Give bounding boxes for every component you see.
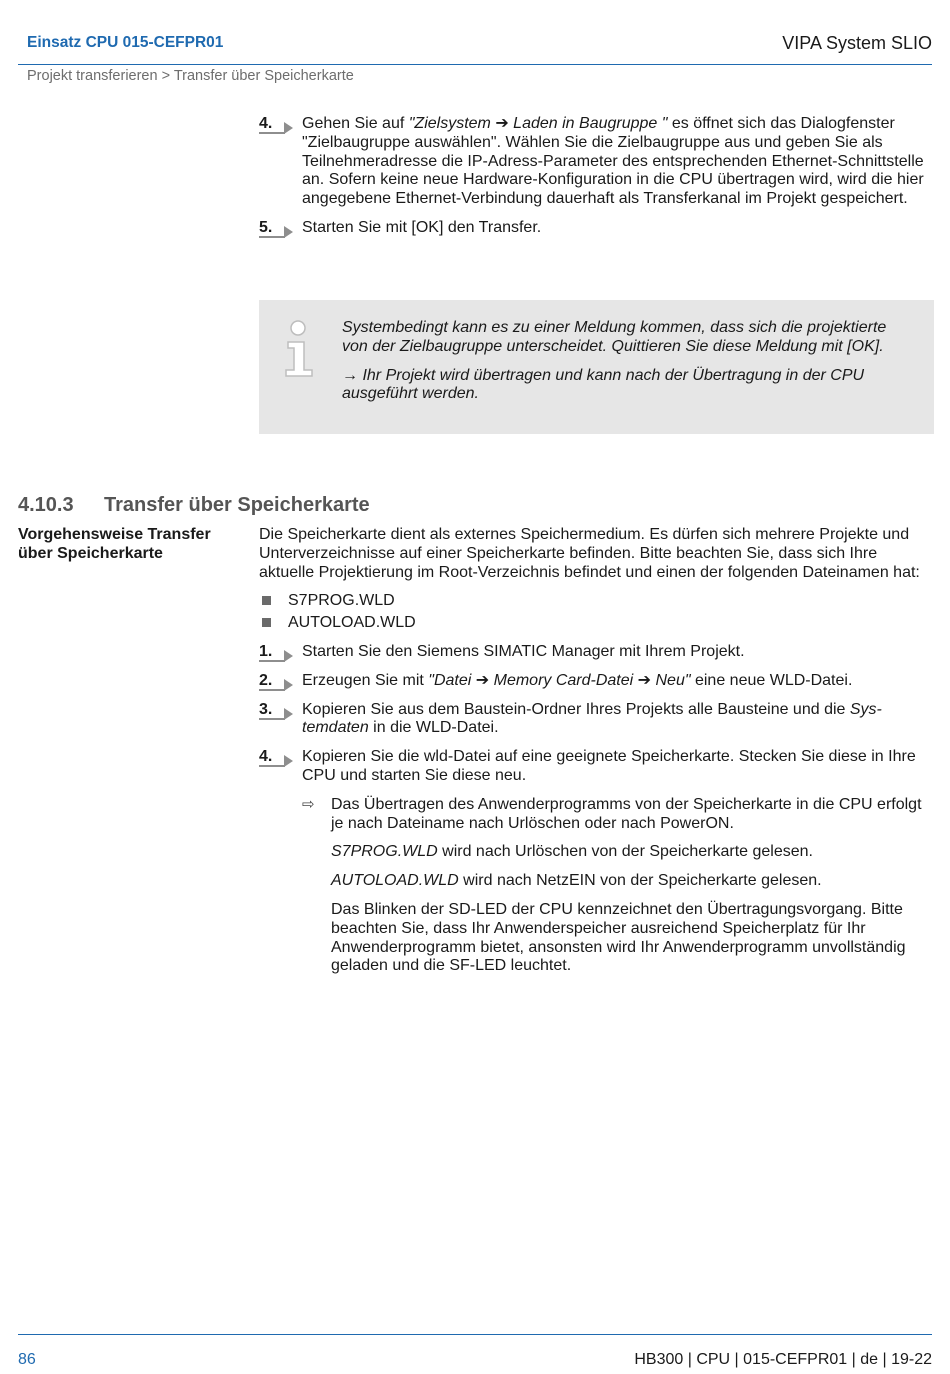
breadcrumb: Projekt transferieren > Transfer über Speicherkarte bbox=[27, 68, 354, 84]
header-title: Einsatz CPU 015-CEFPR01 bbox=[27, 34, 224, 51]
emphasized-text: S7PROG.WLD bbox=[331, 843, 438, 861]
step-underline bbox=[259, 689, 285, 691]
step-number: 2. bbox=[259, 671, 273, 689]
step-text bbox=[302, 748, 929, 786]
text-run: es öffnet sich das Dialogfenster "Zielbaugruppe auswählen". Wählen Sie die Zielbaugruppe aus und geben Sie als Teilnehmeradresse die IP-Adress-Parameter des entsprechenden Ethernet-Schnittstelle an. Sofern keine neue Hardware-Konfiguration in die CPU übertragen wird, wird die hier angegebene Ethernet-Verbindung dauerhaft als Transferkanal im Projekt gespeichert. bbox=[302, 115, 924, 208]
detail-paragraph bbox=[331, 843, 929, 862]
emphasized-text: AUTOLOAD.WLD bbox=[331, 872, 459, 890]
step-underline bbox=[259, 236, 285, 238]
step-number: 5. bbox=[259, 218, 273, 236]
detail-paragraph bbox=[331, 872, 929, 891]
step-number: 4. bbox=[259, 115, 273, 132]
step-underline bbox=[259, 660, 285, 662]
section-title: Transfer über Speicherkarte bbox=[104, 494, 370, 516]
text-run: Kopieren Sie die wld-Datei auf eine geeignete Speicherkarte. Stecken Sie diese in Ihre CPU und starten Sie diese neu. bbox=[302, 748, 916, 784]
step-text bbox=[302, 701, 929, 739]
list-item bbox=[259, 614, 929, 633]
step-marker bbox=[259, 643, 293, 663]
text-run: Kopieren Sie aus dem Baustein-Ordner Ihres Projekts alle Bausteine und die bbox=[302, 700, 850, 718]
document-reference: HB300 | CPU | 015-CEFPR01 | de | 19-22 bbox=[634, 1351, 932, 1368]
emphasized-text: "Datei ➔ Memory Card-Datei ➔ Neu" bbox=[428, 671, 691, 689]
step-arrow-icon bbox=[284, 708, 293, 720]
step-text bbox=[302, 672, 929, 691]
step-marker bbox=[259, 115, 293, 135]
result-text: Das Übertragen des Anwenderprogramms von der Speicherkarte in die CPU erfolgt je nach Dateiname nach Urlöschen oder nach PowerON. bbox=[331, 795, 922, 832]
result-block bbox=[259, 796, 929, 976]
text-run: Das Blinken der SD-LED der CPU kennzeichnet den Übertragungsvorgang. Bitte beachten Sie, dass Ihr Anwenderspeicher ausreichend Speicherplatz für Ihr Anwenderprogramm bietet, ansonsten wird Ihr Anwenderprogramm unvollständig geladen und die SF-LED leuchtet. bbox=[331, 900, 906, 975]
text-run: Starten Sie mit [OK] den Transfer. bbox=[302, 218, 542, 236]
step-number: 3. bbox=[259, 700, 273, 718]
text-run: Erzeugen Sie mit bbox=[302, 671, 429, 689]
step-underline bbox=[259, 718, 285, 720]
step-text bbox=[302, 219, 929, 238]
top-steps-list bbox=[259, 115, 929, 248]
step-marker bbox=[259, 748, 293, 768]
text-run: Gehen Sie auf bbox=[302, 115, 409, 132]
step-marker bbox=[259, 701, 293, 721]
emphasized-text: "Zielsystem ➔ Laden in Baugruppe " bbox=[408, 115, 668, 132]
step-item bbox=[259, 701, 929, 739]
detail-paragraph bbox=[331, 901, 929, 976]
step-marker bbox=[259, 219, 293, 239]
step-marker bbox=[259, 672, 293, 692]
text-run: wird nach NetzEIN von der Speicherkarte gelesen. bbox=[458, 872, 822, 890]
info-box bbox=[259, 300, 934, 434]
step-arrow-icon bbox=[284, 755, 293, 767]
step-item bbox=[259, 219, 929, 238]
square-bullet-icon bbox=[262, 596, 271, 605]
square-bullet-icon bbox=[262, 618, 271, 627]
file-name-list bbox=[259, 592, 929, 633]
list-item-text: AUTOLOAD.WLD bbox=[288, 614, 416, 632]
step-number: 1. bbox=[259, 642, 273, 660]
result-item bbox=[302, 796, 929, 834]
section-steps-list bbox=[259, 643, 929, 786]
result-arrow-icon: ⇨ bbox=[302, 795, 315, 813]
info-icon bbox=[284, 318, 320, 378]
text-run: in die WLD-Datei. bbox=[368, 719, 499, 737]
step-underline bbox=[259, 132, 285, 134]
text-run: Starten Sie den Siemens SIMATIC Manager mit Ihrem Projekt. bbox=[302, 642, 745, 660]
emphasized-text: Systemdaten bbox=[302, 700, 882, 737]
footer-divider bbox=[18, 1334, 932, 1335]
text-run: wird nach Urlöschen von der Speicherkarte gelesen. bbox=[437, 843, 813, 861]
header-divider bbox=[18, 64, 932, 65]
section-body bbox=[259, 526, 929, 986]
header-product: VIPA System SLIO bbox=[782, 33, 932, 53]
result-details bbox=[302, 843, 929, 976]
step-item bbox=[259, 672, 929, 691]
info-text-result: → Ihr Projekt wird übertragen und kann nach der Übertragung in der CPU ausgeführt werden. bbox=[342, 366, 865, 403]
section-heading bbox=[18, 494, 370, 517]
step-item bbox=[259, 115, 929, 209]
step-number: 4. bbox=[259, 748, 273, 766]
page-number: 86 bbox=[18, 1351, 36, 1368]
step-text bbox=[302, 115, 929, 209]
step-underline bbox=[259, 765, 285, 767]
section-intro: Die Speicherkarte dient als externes Speichermedium. Es dürfen sich mehrere Projekte und Unterverzeichnisse auf einer Speicherkarte befinden. Bitte beachten Sie, dass sich Ihre aktuelle Projektierung im Root-Verzeichnis befindet und einen der folgenden Dateinamen hat: bbox=[259, 526, 920, 581]
side-label: Vorgehensweise Transfer über Speicherkarte bbox=[18, 526, 211, 562]
step-arrow-icon bbox=[284, 679, 293, 691]
list-item-text: S7PROG.WLD bbox=[288, 592, 395, 610]
info-text-note: Systembedingt kann es zu einer Meldung kommen, dass sich die projektierte von der Zielbaugruppe unterscheidet. Quittieren Sie diese Meldung mit [OK]. bbox=[342, 319, 887, 355]
step-text bbox=[302, 643, 929, 662]
step-arrow-icon bbox=[284, 226, 293, 238]
section-number: 4.10.3 bbox=[18, 494, 74, 516]
list-item bbox=[259, 592, 929, 611]
text-run: eine neue WLD-Datei. bbox=[690, 671, 853, 689]
step-arrow-icon bbox=[284, 122, 293, 134]
step-item bbox=[259, 643, 929, 662]
step-arrow-icon bbox=[284, 650, 293, 662]
step-item bbox=[259, 748, 929, 786]
